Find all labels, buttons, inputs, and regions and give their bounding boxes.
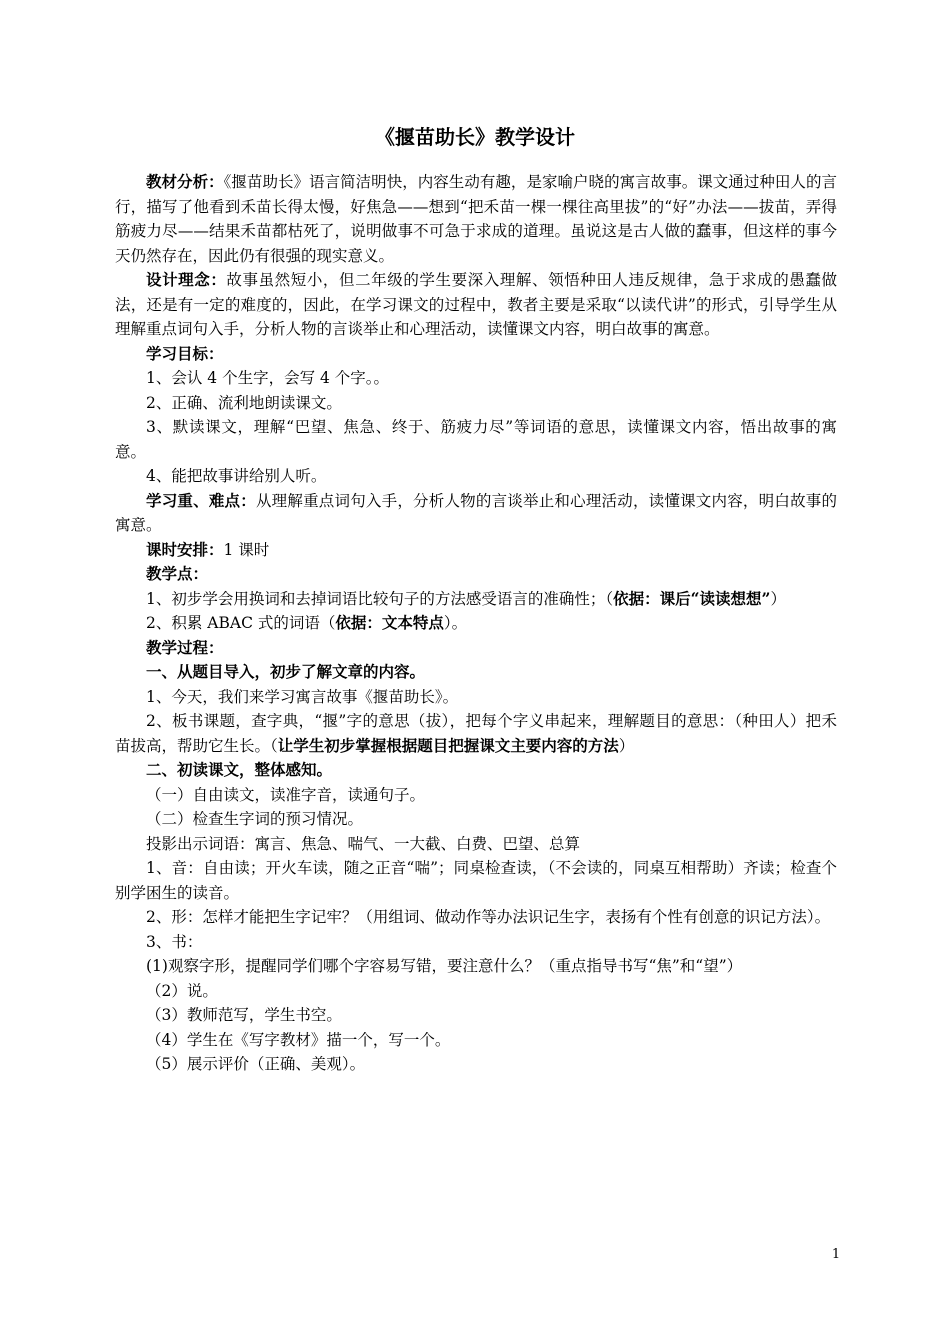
- process-part1-step2-end: ）: [618, 736, 635, 755]
- goal-item-3: 3、默读课文，理解“巴望、焦急、终于、筋疲力尽”等词语的意思，读懂课文内容，悟出故事的寓意。: [115, 418, 837, 461]
- process-part2-heading: 二、初读课文，整体感知。: [146, 760, 333, 779]
- analysis-text: 《揠苗助长》语言简洁明快，内容生动有趣，是家喻户晓的寓言故事。课文通过种田人的言行，描写了他看到禾苗长得太慢，好焦急——想到“把禾苗一棵一棵往高里拔”的“好”办法——拔苗，弄得筋疲力尽——结果禾苗都枯死了，说明做事不可急于求成的道理。虽说这是古人做的蠢事，但这样的事今天仍然存在，因此仍有很强的现实意义。: [115, 173, 837, 265]
- concept-paragraph: [115, 268, 837, 342]
- teaching-point-1-end: ）: [770, 589, 786, 608]
- write-step-3: （3）教师范写，学生书空。: [146, 1006, 342, 1024]
- step-write-heading: 3、书：: [146, 932, 203, 951]
- document-title: 《揠苗助长》教学设计: [375, 125, 575, 149]
- write-step-2: （2）说。: [146, 981, 218, 1000]
- process-part2-line-1: （一）自由读文，读准字音，读通句子。: [146, 785, 426, 804]
- key-points-label: 学习重、难点：: [146, 490, 256, 510]
- concept-label: 设计理念：: [146, 270, 227, 289]
- write-step-4: （4）学生在《写字教材》描一个，写一个。: [146, 1030, 451, 1049]
- teaching-point-2-end: ）。: [443, 614, 468, 632]
- process-part1-step2-text: 2、板书课题，查字典，“揠”字的意思（拔），把每个字义串起来，理解题目的意思：（种田人）把禾苗拔高，帮助它生长。（: [115, 712, 837, 755]
- schedule-text: 1 课时: [223, 540, 270, 559]
- process-part1-heading: 一、从题目导入，初步了解文章的内容。: [146, 662, 426, 681]
- step-sound: 1、音：自由读；开火车读，随之正音“喘”；同桌检查读，（不会读的，同桌互相帮助）齐读；检查个别学困生的读音。: [115, 859, 837, 902]
- step-shape: 2、形：怎样才能把生字记牢？（用组词、做动作等办法识记生字，表扬有个性有创意的识记方法）。: [146, 908, 831, 926]
- teaching-point-2-text: 2、积累 ABAC 式的词语（: [146, 614, 336, 632]
- teaching-point-1-basis: 依据：课后“读读想想”: [613, 588, 771, 608]
- process-part2-line-2: （二）检查生字词的预习情况。: [146, 810, 364, 828]
- goals-heading: 学习目标：: [146, 343, 224, 363]
- schedule-paragraph: [115, 538, 837, 563]
- goal-item-1: 1、会认 4 个生字，会写 4 个字。。: [146, 369, 390, 387]
- write-step-5: （5）展示评价（正确、美观）。: [146, 1055, 366, 1073]
- key-points-paragraph: [115, 489, 837, 538]
- analysis-paragraph: [115, 170, 837, 268]
- teaching-points-heading: 教学点：: [146, 564, 209, 583]
- document-body: [115, 170, 837, 1077]
- analysis-label: 教材分析：: [146, 172, 224, 191]
- goal-item-2: 2、正确、流利地朗读课文。: [146, 393, 342, 412]
- teaching-point-1-text: 1、初步学会用换词和去掉词语比较句子的方法感受语言的准确性；（: [146, 589, 614, 608]
- process-part1-step1: 1、今天，我们来学习寓言故事《揠苗助长》。: [146, 687, 459, 706]
- schedule-label: 课时安排：: [146, 539, 224, 559]
- goal-item-4: 4、能把故事讲给别人听。: [146, 467, 327, 485]
- page-number: 1: [831, 1247, 841, 1262]
- key-points-text: 从理解重点词句入手，分析人物的言谈举止和心理活动，读懂课文内容，明白故事的寓意。: [115, 491, 837, 534]
- write-step-1: (1)观察字形，提醒同学们哪个字容易写错，要注意什么？（重点指导书写“焦”和“望”）: [146, 957, 743, 975]
- teaching-point-1: [115, 587, 837, 612]
- projection-words: 投影出示词语：寓言、焦急、喘气、一大截、白费、巴望、总算: [146, 834, 581, 853]
- teaching-point-2: [115, 611, 837, 636]
- process-heading: 教学过程：: [146, 637, 224, 657]
- teaching-point-2-basis: 依据：文本特点: [335, 613, 444, 632]
- concept-text: 故事虽然短小，但二年级的学生要深入理解、领悟种田人违反规律，急于求成的愚蠢做法，还是有一定的难度的，因此，在学习课文的过程中，教者主要是采取“以读代讲”的形式，引导学生从理解重点词句入手，分析人物的言谈举止和心理活动，读懂课文内容，明白故事的寓意。: [115, 271, 837, 338]
- process-part1-step2: [115, 709, 837, 758]
- process-part1-step2-note: 让学生初步掌握根据题目把握课文主要内容的方法: [277, 735, 619, 755]
